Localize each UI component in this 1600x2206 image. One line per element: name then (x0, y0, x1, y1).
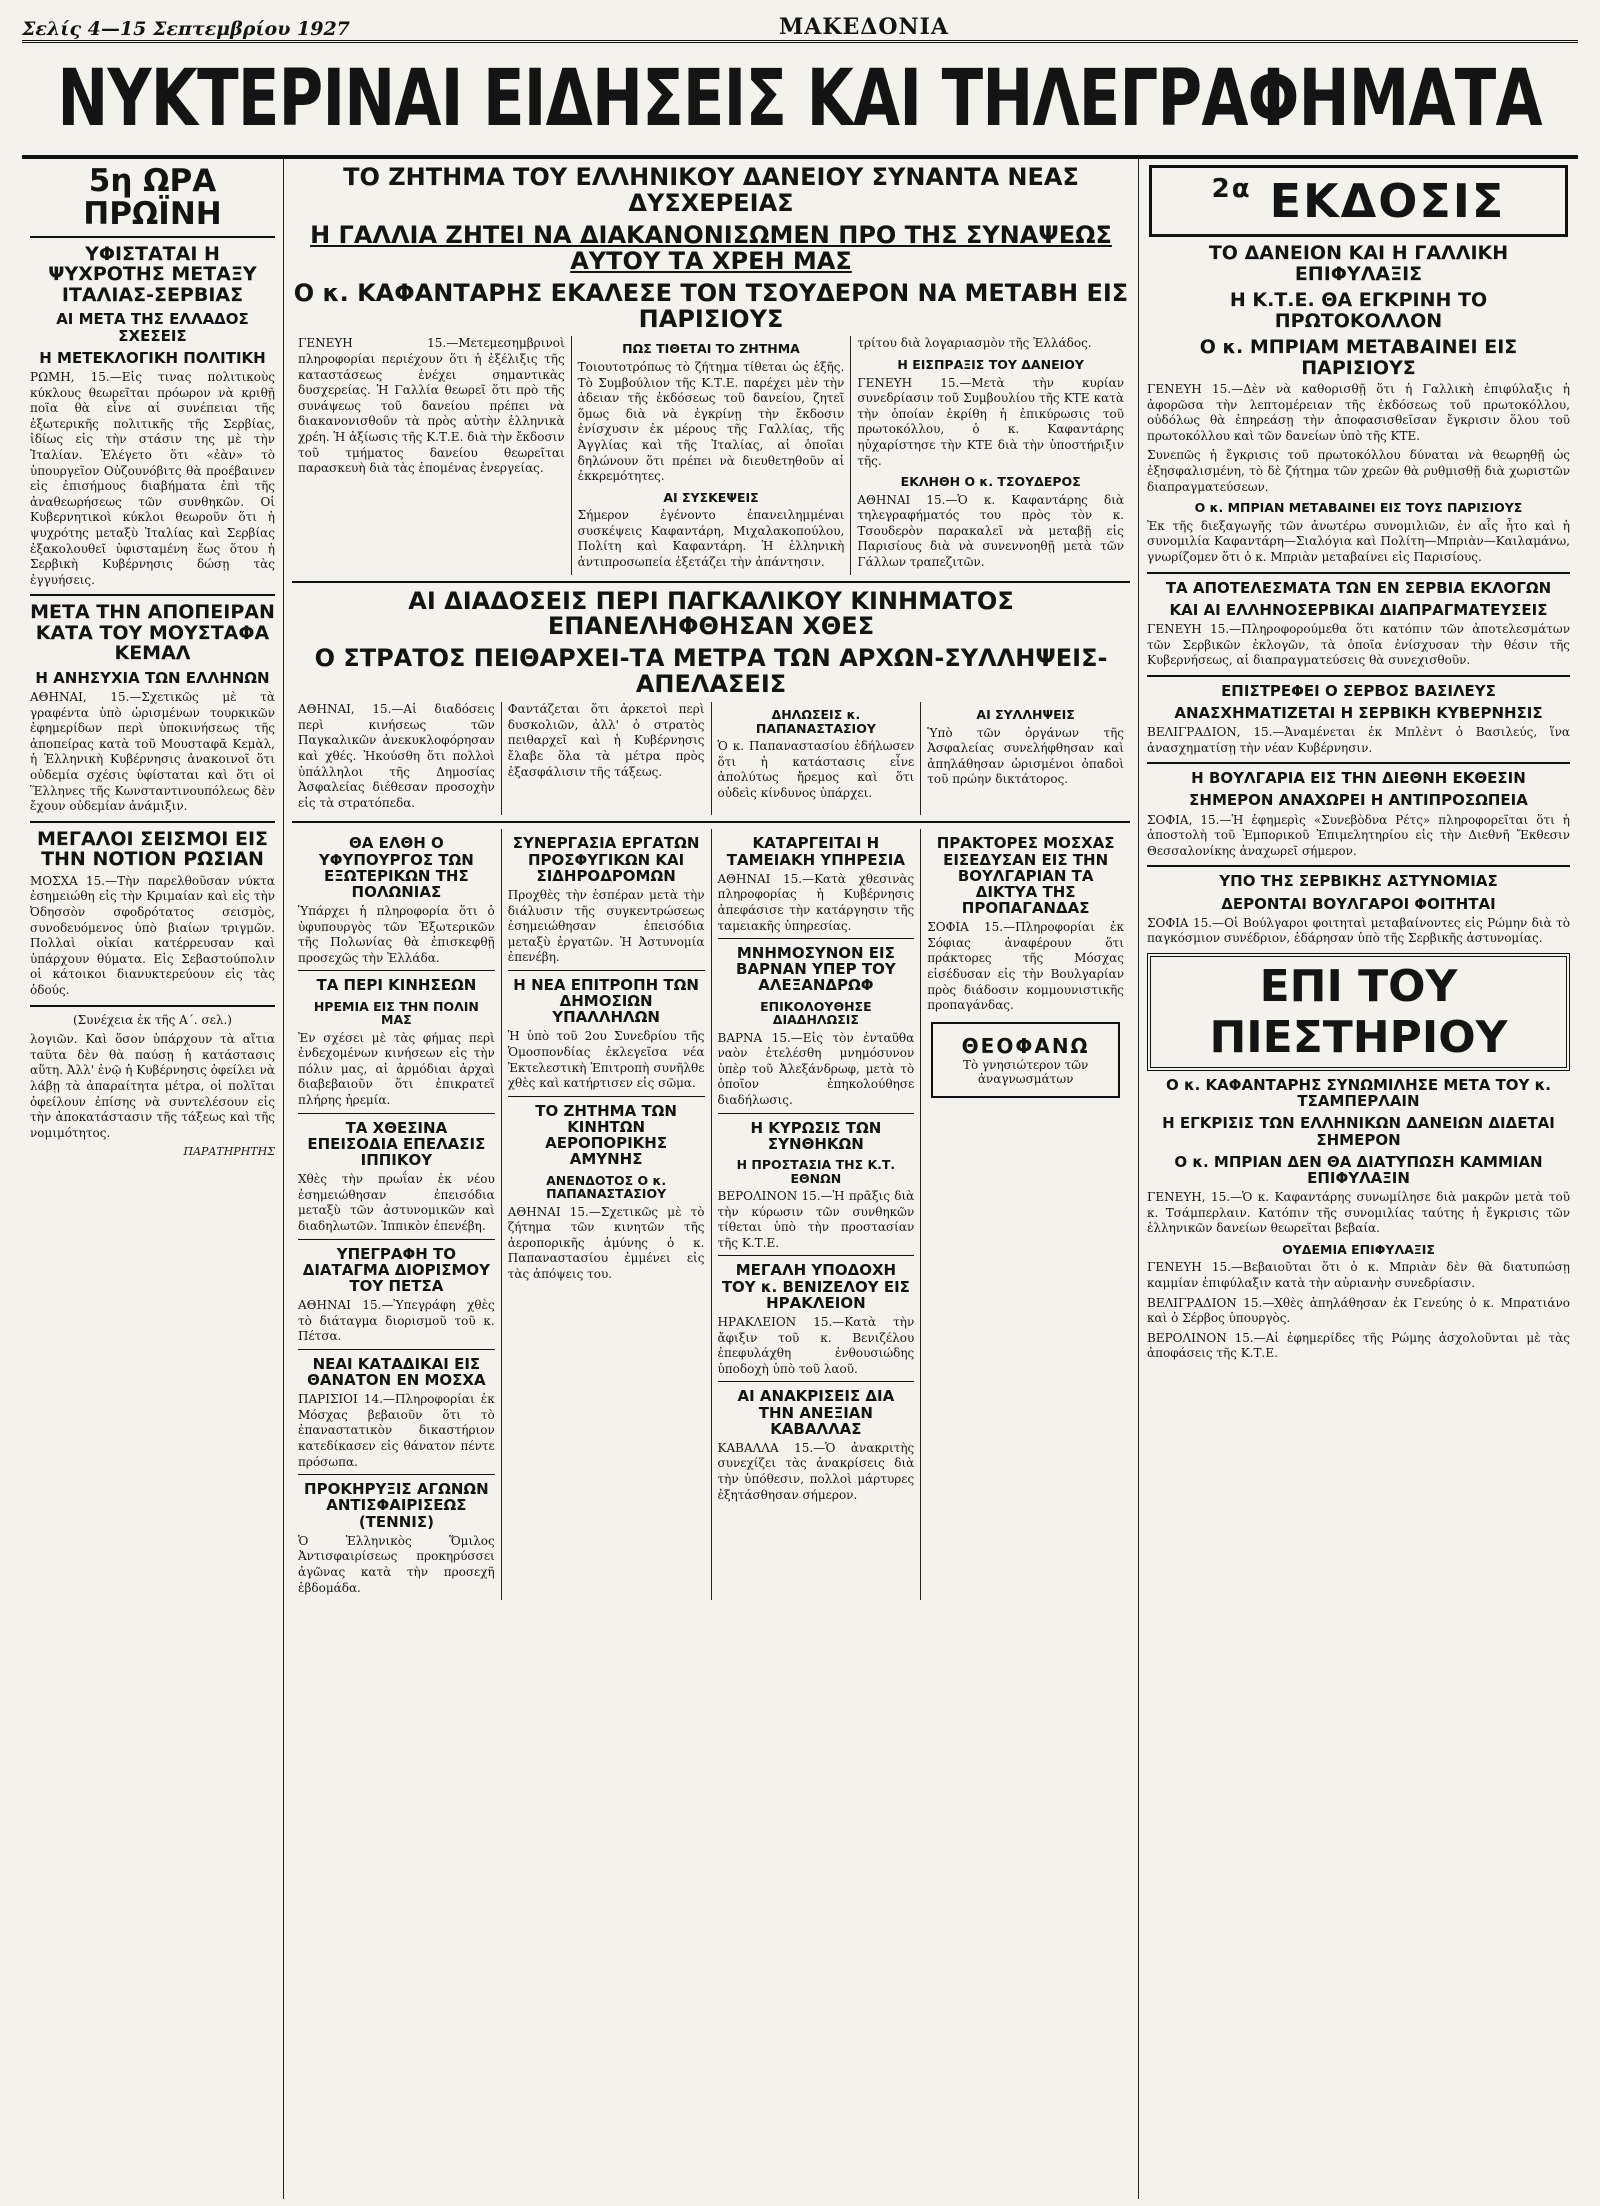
ad-title: ΘΕΟΦΑΝΩ (961, 1033, 1090, 1058)
edition-box (1149, 165, 1568, 237)
press-section-title: ΕΠΙ ΤΟΥ ΠΙΕΣΤΗΡΙΟΥ (1147, 953, 1570, 1071)
article-text: λογιῶν. Καὶ ὅσον ὑπάρχουν τὰ αἴτια ταῦτα δὲν θὰ παύσῃ ἡ κατάστασις αὕτη. Ἀλλ' ἐνῷ ἡ Κυβέρνησις ὀφείλει νὰ λάβῃ τὰ ἀπαραίτητα μέτρα, οἱ πολῖται ὀφείλουν ἐπίσης νὰ συντελέσουν εἰς τὴν ἀποκατάστασιν τῆς τάξεως καὶ τῆς νομιμότητος. (30, 1032, 275, 1140)
article-text: ΑΘΗΝΑΙ 15.—Ὁ κ. Καφαντάρης διὰ τηλεγραφήματός του πρὸς τὸν κ. Τσουδερὸν παρακαλεῖ νὰ μεταβῇ εἰς Παρισίους διὰ νὰ συνεννοηθῇ μετὰ τῶν Γάλλων τραπεζιτῶν. (857, 492, 1125, 569)
ad-subtitle: Τὸ γνησιώτερον τῶν ἀναγνωσμάτων (962, 1057, 1089, 1086)
subheadline: ΚΑΙ ΑΙ ΕΛΛΗΝΟΣΕΡΒΙΚΑΙ ΔΙΑΠΡΑΓΜΑΤΕΥΣΕΙΣ (1169, 600, 1548, 619)
article-text: ΓΕΝΕΥΗ 15.—Βεβαιοῦται ὅτι ὁ κ. Μπριὰν δὲν θὰ διατυπώσῃ καμμίαν ἐπιφύλαξιν κατὰ τὴν αὐριανὴν συνεδρίασιν. (1147, 1260, 1570, 1290)
headline: ΝΕΑΙ ΚΑΤΑΔΙΚΑΙ ΕΙΣ ΘΑΝΑΤΟΝ ΕΝ ΜΟΣΧΑ (307, 1354, 486, 1390)
headline: ΤΑ ΠΕΡΙ ΚΙΝΗΣΕΩΝ (316, 976, 477, 995)
headline: ΚΑΤΑΡΓΕΙΤΑΙ Η ΤΑΜΕΙΑΚΗ ΥΠΗΡΕΣΙΑ (726, 834, 905, 869)
headline: Ο ΣΤΡΑΤΟΣ ΠΕΙΘΑΡΧΕΙ-ΤΑ ΜΕΤΡΑ ΤΩΝ ΑΡΧΩΝ-ΣΥΛΛΗΨΕΙΣ-ΑΠΕΛΑΣΕΙΣ (314, 644, 1108, 699)
article-text: ΑΘΗΝΑΙ 15.—Ὑπεγράφη χθὲς τὸ διάταγμα διορισμοῦ τοῦ κ. Πέτσα. (298, 1298, 495, 1344)
page-banner (22, 43, 1578, 159)
subheadline: ΗΡΕΜΙΑ ΕΙΣ ΤΗΝ ΠΟΛΙΝ ΜΑΣ (313, 998, 479, 1028)
article-text: ΓΕΝΕΥΗ 15.—Μετὰ τὴν κυρίαν συνεδρίασιν τοῦ Συμβουλίου τῆς ΚΤΕ κατὰ τὴν ὁποίαν ἐκρίθη ἡ ἐπικύρωσις τοῦ πρωτοκόλλου, ὁ κ. Καφαντάρης ηὐχαρίστησε τὴν ΚΤΕ διὰ τὴν ὑποστήριξιν τῆς. (857, 375, 1125, 468)
article-text: Ὁ κ. Παπαναστασίου ἐδήλωσεν ὅτι ἡ κατάστασις εἶνε ἀπολύτως ἤρεμος καὶ ὅτι οὐδεὶς κίνδυνος ὑπάρχει. (717, 739, 915, 800)
headline: ΤΑ ΑΠΟΤΕΛΕΣΜΑΤΑ ΤΩΝ ΕΝ ΣΕΡΒΙΑ ΕΚΛΟΓΩΝ (1165, 578, 1552, 597)
subheadline: ΑΝΕΝΔΟΤΟΣ Ο κ. ΠΑΠΑΝΑΣΤΑΣΙΟΥ (546, 1172, 667, 1202)
article-text: ΓΕΝΕΥΗ 15.—Δὲν νὰ καθορισθῇ ὅτι ἡ Γαλλικὴ ἐπιφύλαξις ἡ ἀφορῶσα τὴν λεπτομέρειαν τῆς ἐκδόσεως τοῦ πρωτοκόλλου, οὐδόλως θὰ ἐπηρεάσῃ τὴν ἀποφασισθεῖσαν ἔγκρισιν ὅλου τοῦ πρωτοκόλλου καὶ τῶν δανείων ὑπὸ τῆς ΚΤΕ. (1147, 382, 1570, 443)
paper-name: ΜΑΚΕΔΟΝΙΑ (778, 14, 949, 40)
column-center (284, 159, 1139, 2199)
headline: Η ΝΕΑ ΕΠΙΤΡΟΠΗ ΤΩΝ ΔΗΜΟΣΙΩΝ ΥΠΑΛΛΗΛΩΝ (513, 975, 699, 1027)
edition-hour: 5η ΩΡΑ ΠΡΩΪΝΗ (30, 165, 275, 238)
subheadline: ΔΕΡΟΝΤΑΙ ΒΟΥΛΓΑΡΟΙ ΦΟΙΤΗΤΑΙ (1221, 894, 1496, 913)
headline: Ο κ. ΚΑΦΑΝΤΑΡΗΣ ΣΥΝΩΜΙΛΗΣΕ ΜΕΤΑ ΤΟΥ κ. ΤΣΑΜΠΕΡΛΑΙΝ (1165, 1075, 1551, 1111)
banner-title: ΝΥΚΤΕΡΙΝΑΙ ΕΙΔΗΣΕΙΣ ΚΑΙ ΤΗΛΕΓΡΑΦΗΜΑΤΑ (57, 54, 1543, 144)
signature: ΠΑΡΑΤΗΡΗΤΗΣ (183, 1145, 275, 1159)
article-text: Συνεπῶς ἡ ἔγκρισις τοῦ πρωτοκόλλου δύναται νὰ θεωρηθῇ ὡς ἐξησφαλισμένη, τὸ δὲ ζήτημα τῶν χρεῶν θὰ ρυθμισθῇ διὰ χωριστῶν διαπραγματεύσεων. (1147, 448, 1570, 494)
article-text: ΑΘΗΝΑΙ, 15.—Σχετικῶς μὲ τὰ γραφέντα ὑπὸ ὡρισμένων τουρκικῶν ἐφημερίδων περὶ ὑποκινήσεως τῆς ἀποπείρας κατὰ τοῦ Μουσταφᾶ Κεμὰλ, ἡ Ἑλληνικὴ Κυβέρνησις ἀνακοινοῖ ὅτι οὐδεμία σχέσις ὑφίσταται καὶ ὅτι οἱ Ἕλληνες τῆς Κωνσταντινουπόλεως δὲν ἔχουν οὐδεμίαν ἀνάμιξιν. (30, 690, 275, 814)
headline: ΥΦΙΣΤΑΤΑΙ Η ΨΥΧΡΟΤΗΣ ΜΕΤΑΞΥ ΙΤΑΛΙΑΣ-ΣΕΡΒΙΑΣ (48, 242, 257, 306)
article-text: ΗΡΑΚΛΕΙΟΝ 15.—Κατὰ τὴν ἄφιξιν τοῦ κ. Βενιζέλου ἐπεφυλάχθη ἐνθουσιώδης ὑποδοχὴ ὑπὸ τοῦ λαοῦ. (717, 1314, 915, 1376)
headline: ΜΕΓΑΛΟΙ ΣΕΙΣΜΟΙ ΕΙΣ ΤΗΝ ΝΟΤΙΟΝ ΡΩΣΙΑΝ (36, 827, 268, 871)
headline: Ο κ. ΚΑΦΑΝΤΑΡΗΣ ΕΚΑΛΕΣΕ ΤΟΝ ΤΣΟΥΔΕΡΟΝ ΝΑ ΜΕΤΑΒΗ ΕΙΣ ΠΑΡΙΣΙΟΥΣ (293, 278, 1129, 333)
article-text: Φαντάζεται ὅτι ἀρκετοὶ περὶ δυσκολιῶν, ἀλλ' ὁ στρατὸς πειθαρχεῖ καὶ ἡ Κυβέρνησις ἔλαβε ὅλα τὰ μέτρα πρὸς ἐξασφάλισιν τῆς τάξεως. (507, 702, 705, 779)
headline: ΜΕΓΑΛΗ ΥΠΟΔΟΧΗ ΤΟΥ κ. ΒΕΝΙΖΕΛΟΥ ΕΙΣ ΗΡΑΚΛΕΙΟΝ (721, 1261, 910, 1312)
subheadline: ΕΠΙΚΟΛΟΥΘΗΣΕ ΔΙΑΔΗΛΩΣΙΣ (760, 998, 872, 1028)
advertisement (931, 1022, 1120, 1098)
article-text: ΒΕΡΟΛΙΝΟΝ 15.—Αἱ ἐφημερίδες τῆς Ρώμης ἀσχολοῦνται μὲ τὰς ἀποφάσεις τῆς Κ.Τ.Ε. (1147, 1330, 1570, 1361)
headline: Ο κ. ΜΠΡΙΑΝ ΔΕΝ ΘΑ ΔΙΑΤΥΠΩΣΗ ΚΑΜΜΙΑΝ ΕΠΙΦΥΛΑΞΙΝ (1174, 1152, 1543, 1187)
subheadline: Η ΑΝΗΣΥΧΙΑ ΤΩΝ ΕΛΛΗΝΩΝ (35, 668, 270, 687)
headline: Η ΕΓΚΡΙΣΙΣ ΤΩΝ ΕΛΛΗΝΙΚΩΝ ΔΑΝΕΙΩΝ ΔΙΔΕΤΑΙ ΣΗΜΕΡΟΝ (1162, 1114, 1555, 1149)
article-text: ΒΕΛΙΓΡΑΔΙΟΝ 15.—Χθὲς ἀπηλάθησαν ἐκ Γενεύης ὁ κ. Μπρατιάνο καὶ ὁ Σέρβος ὑπουργὸς. (1147, 1295, 1570, 1326)
article-text: ΑΘΗΝΑΙ 15.—Σχετικῶς μὲ τὸ ζήτημα τῶν κινητῶν τῆς ἀεροπορικῆς ἀμύνης ὁ κ. Παπαναστασίου ἐμμένει εἰς τὰς ἀπόψεις του. (507, 1204, 705, 1281)
article-text: ΣΟΦΙΑ 15.—Πληροφορίαι ἐκ Σόφιας ἀναφέρουν ὅτι πράκτορες τῆς Μόσχας εἰσέδυσαν εἰς τὴν Βουλγαρίαν πρὸς διάδοσιν κομμουνιστικῆς προπαγάνδας. (927, 920, 1124, 1013)
article-text: ΓΕΝΕΥΗ, 15.—Ὁ κ. Καφαντάρης συνωμίλησε διὰ μακρῶν μετὰ τοῦ κ. Τσάμπερλαιν. Κατόπιν τῆς συνομιλίας ταύτης ἡ ἔγκρισις τῶν ἑλληνικῶν δανείων θεωρεῖται βεβαία. (1147, 1190, 1570, 1236)
headline: ΤΟ ΔΑΝΕΙΟΝ ΚΑΙ Η ΓΑΛΛΙΚΗ ΕΠΙΦΥΛΑΞΙΣ (1208, 242, 1509, 285)
article-text: Χθὲς τὴν πρωΐαν ἐκ νέου ἐσημειώθησαν ἐπεισόδια μεταξὺ τῶν ἀστυνομικῶν καὶ διαδηλωτῶν. Ἱππικὸν ἐπενέβη. (298, 1172, 495, 1233)
article-text: Ὁ Ἑλληνικὸς Ὅμιλος Ἀντισφαιρίσεως προκηρύσσει ἀγῶνας κατὰ τὴν προσεχῆ ἑβδομάδα. (298, 1533, 495, 1595)
article-text: Σήμερον ἐγένοντο ἐπανειλημμέναι συσκέψεις Καφαντάρη, Μιχαλακοπούλου, Πολίτη καὶ Καφαντάρη. Ἡ ἑλληνικὴ ἀντιπροσωπεία ἐξετάζει τὴν ἀπάντησιν. (577, 508, 845, 569)
headline: Η ΓΑΛΛΙΑ ΖΗΤΕΙ ΝΑ ΔΙΑΚΑΝΟΝΙΣΩΜΕΝ ΠΡΟ ΤΗΣ ΣΥΝΑΨΕΩΣ ΑΥΤΟΥ ΤΑ ΧΡΕΗ ΜΑΣ (310, 220, 1112, 275)
running-header (22, 10, 1578, 43)
headline: Η ΒΟΥΛΓΑΡΙΑ ΕΙΣ ΤΗΝ ΔΙΕΘΝΗ ΕΚΘΕΣΙΝ (1191, 769, 1526, 788)
edition-label: ΕΚΔΟΣΙΣ (1269, 174, 1506, 228)
subheadline: Η ΠΡΟΣΤΑΣΙΑ ΤΗΣ Κ.Τ. ΕΘΝΩΝ (736, 1157, 896, 1186)
article-text: ΣΟΦΙΑ 15.—Οἱ Βούλγαροι φοιτηταὶ μεταβαίνοντες εἰς Ρώμην διὰ τὸ παγκόσμιον συνέδριον, ἐδάρησαν ὑπὸ τῆς Σερβικῆς ἀστυνομίας. (1147, 915, 1570, 946)
headline: ΠΡΑΚΤΟΡΕΣ ΜΟΣΧΑΣ ΕΙΣΕΔΥΣΑΝ ΕΙΣ ΤΗΝ ΒΟΥΛΓΑΡΙΑΝ ΤΑ ΔΙΚΤΥΑ ΤΗΣ ΠΡΟΠΑΓΑΝΔΑΣ (936, 834, 1115, 918)
subheadline: ΟΥΔΕΜΙΑ ΕΠΙΦΥΛΑΞΙΣ (1282, 1241, 1435, 1257)
article-columns (292, 702, 1130, 815)
headline: ΤΑ ΧΘΕΣΙΝΑ ΕΠΕΙΣΟΔΙΑ ΕΠΕΛΑΣΙΣ ΙΠΠΙΚΟΥ (307, 1118, 486, 1169)
article-text: ΒΑΡΝΑ 15.—Εἰς τὸν ἐνταῦθα ναὸν ἐτελέσθη μνημόσυνον ὑπὲρ τοῦ Ἀλεξάνδρωφ, μετὰ τὸ ὁποῖον ἐπηκολούθησε διαδήλωσις. (717, 1030, 915, 1108)
article-text: ΠΑΡΙΣΙΟΙ 14.—Πληροφορίαι ἐκ Μόσχας βεβαιοῦν ὅτι τὸ ἐπαναστατικὸν δικαστήριον κατεδίκασεν εἰς θάνατον πέντε πρόσωπα. (298, 1392, 495, 1469)
headline: ΜΕΤΑ ΤΗΝ ΑΠΟΠΕΙΡΑΝ ΚΑΤΑ ΤΟΥ ΜΟΥΣΤΑΦΑ ΚΕΜΑΛ (30, 601, 275, 665)
article-text: ΣΟΦΙΑ, 15.—Ἡ ἐφημερὶς «Συνεβὸδνα Ρέτς» πληροφορεῖται ὅτι ἡ ἀποστολὴ τοῦ Ἐμπορικοῦ Ἐπιμελητηρίου εἰς τὴν Διεθνῆ Ἔκθεσιν Θεσσαλονίκης ἀναχωρεῖ σήμερον. (1147, 812, 1570, 858)
continuation-note: (Συνέχεια ἐκ τῆς Α΄. σελ.) (72, 1012, 232, 1027)
headline: ΤΟ ΖΗΤΗΜΑ ΤΩΝ ΚΙΝΗΤΩΝ ΑΕΡΟΠΟΡΙΚΗΣ ΑΜΥΝΗΣ (535, 1101, 677, 1169)
article-text: ΚΑΒΑΛΛΑ 15.—Ὁ ἀνακριτὴς συνεχίζει τὰς ἀνακρίσεις διὰ τὴν ὑπόθεσιν, πολλοὶ μάρτυρες ἐξητάσθησαν σήμερον. (717, 1440, 915, 1502)
subheadline: ΕΚΛΗΘΗ Ο κ. ΤΣΟΥΔΕΡΟΣ (900, 474, 1081, 490)
column-left (22, 159, 284, 2199)
article-text: Ἡ ὑπὸ τοῦ 2ου Συνεδρίου τῆς Ὁμοσπονδίας ἐκλεγεῖσα νέα Ἐκτελεστικὴ Ἐπιτροπὴ συνῆλθε χθὲς καὶ κατήρτισεν εἰς σῶμα. (507, 1029, 705, 1091)
article-text: Τοιουτοτρόπως τὸ ζήτημα τίθεται ὡς ἑξῆς. Τὸ Συμβούλιον τῆς Κ.Τ.Ε. παρέχει μὲν τὴν ἀδειαν τῆς ἐκδόσεως τοῦ δανείου, ζητεῖ ὅμως διὰ νὰ ἐγκρίνῃ τὴν ἔκδοσιν ἐνίσχυσιν ἐκ μέρους τῆς Γαλλίας, τῆς Ἀγγλίας καὶ τῆς Ἰταλίας, αἱ ὁποῖαι δηλώνουν ὅτι πρέπει νὰ διευθετηθοῦν αἱ ἐκκρεμότητες. (577, 359, 845, 484)
article-text: ΜΟΣΧΑ 15.—Τὴν παρελθοῦσαν νύκτα ἐσημειώθη εἰς τὴν Κριμαίαν καὶ εἰς τὴν Ὀδησσὸν σφοδρότατος σεισμὸς, συνοδευόμενος ὑπὸ βιαίων τριγμῶν. Πολλαὶ οἰκίαι κατέρρευσαν καὶ ὑπάρχουν θύματα. Εἰς Σεβαστούπολιν οἱ κάτοικοι διανυκτερεύουν εἰς τὰς ὁδούς. (30, 873, 275, 998)
article-text: Ὑπὸ τῶν ὀργάνων τῆς Ἀσφαλείας συνελήφθησαν καὶ ἀπηλάθησαν ὡρισμένοι ὀπαδοὶ τοῦ πρώην δικτάτορος. (927, 725, 1124, 787)
subheadline: ΑΝΑΣΧΗΜΑΤΙΖΕΤΑΙ Η ΣΕΡΒΙΚΗ ΚΥΒΕΡΝΗΣΙΣ (1174, 703, 1543, 722)
article-text: Ἐκ τῆς διεξαγωγῆς τῶν ἀνωτέρω συνομιλιῶν, ἐν αἷς ἦτο καὶ ἡ συνομιλία Καφαντάρη—Σιαλόγια καὶ Πολίτη—Μπριὰν—Καιλαμάνω, γνωρίζομεν ὅτι ὁ κ. Μπριὰν μεταβαίνει εἰς Παρισίους. (1147, 518, 1570, 564)
headline: ΣΥΝΕΡΓΑΣΙΑ ΕΡΓΑΤΩΝ ΠΡΟΣΦΥΓΙΚΩΝ ΚΑΙ ΣΙΔΗΡΟΔΡΟΜΩΝ (512, 834, 700, 885)
headline: Η Κ.Τ.Ε. ΘΑ ΕΓΚΡΙΝΗ ΤΟ ΠΡΩΤΟΚΟΛΛΟΝ (1229, 289, 1488, 332)
article-text: τρίτου διὰ λογαριασμὸν τῆς Ἑλλάδος. (857, 336, 1092, 351)
article-text: ΓΕΝΕΥΗ 15.—Μετεμεσημβρινοὶ πληροφορίαι περιέχουν ὅτι ἡ ἐξέλιξις τῆς καταστάσεως ἐνέχει σημαντικὰς δυσχερείας. Ἡ Γαλλία θεωρεῖ ὅτι πρὸ τῆς συνάψεως τοῦ δανείου πρέπει νὰ διακανονισθοῦν τὰ πρὸς αὐτὴν ἑλληνικὰ χρέη. Ἡ ἀξίωσις τῆς Κ.Τ.Ε. διὰ τὴν ἔκδοσιν τοῦ τμήματος δανείου θεωρεῖται παρασκευὴ διὰ τὰς ἑπομένας ἐνεργείας. (298, 336, 565, 476)
headline: ΘΑ ΕΛΘΗ Ο ΥΦΥΠΟΥΡΓΟΣ ΤΩΝ ΕΞΩΤΕΡΙΚΩΝ ΤΗΣ ΠΟΛΩΝΙΑΣ (318, 834, 474, 901)
article-text: ΑΘΗΝΑΙ 15.—Κατὰ χθεσινὰς πληροφορίας ἡ Κυβέρνησις ἀπεφάσισε τὴν κατάργησιν τῆς ταμειακῆς ὑπηρεσίας. (717, 871, 915, 933)
subheadline: ΠΩΣ ΤΙΘΕΤΑΙ ΤΟ ΖΗΤΗΜΑ (622, 341, 800, 357)
article-text: ΓΕΝΕΥΗ 15.—Πληροφορούμεθα ὅτι κατόπιν τῶν ἀποτελεσμάτων τῶν Σερβικῶν ἐκλογῶν, τὰ ὁποῖα ἐνίσχυσαν τὴν θέσιν τῆς Κυβερνήσεως, αἱ διαπραγματεύσεις θὰ συνεχισθοῦν. (1147, 621, 1570, 668)
headline: ΜΝΗΜΟΣΥΝΟΝ ΕΙΣ ΒΑΡΝΑΝ ΥΠΕΡ ΤΟΥ ΑΛΕΞΑΝΔΡΩΦ (736, 944, 896, 995)
subheadline: ΑΙ ΣΥΛΛΗΨΕΙΣ (976, 707, 1075, 723)
headline: ΕΠΙΣΤΡΕΦΕΙ Ο ΣΕΡΒΟΣ ΒΑΣΙΛΕΥΣ (1221, 681, 1496, 700)
page-date: Σελίς 4—15 Σεπτεμβρίου 1927 (22, 18, 350, 40)
subheadline: ΔΗΛΩΣΕΙΣ κ. ΠΑΠΑΝΑΣΤΑΣΙΟΥ (755, 707, 876, 736)
page-body (22, 159, 1578, 2199)
headline: Ο κ. ΜΠΡΙΑΜ ΜΕΤΑΒΑΙΝΕΙ ΕΙΣ ΠΑΡΙΣΙΟΥΣ (1199, 336, 1518, 379)
article-text: Προχθὲς τὴν ἑσπέραν μετὰ τὴν διάλυσιν τῆς συγκεντρώσεως ἐσημειώθησαν ἐπεισόδια μεταξὺ ἐργατῶν. Ἡ Ἀστυνομία ἐπενέβη. (507, 887, 705, 965)
column-right (1139, 159, 1578, 2199)
article-text: ΒΕΡΟΛΙΝΟΝ 15.—Ἡ πρᾶξις διὰ τὴν κύρωσιν τῶν συνθηκῶν τίθεται ὑπὸ τὴν προστασίαν τῆς Κ.Τ.Ε. (717, 1189, 915, 1250)
headline: ΠΡΟΚΗΡΥΞΙΣ ΑΓΩΝΩΝ ΑΝΤΙΣΦΑΙΡΙΣΕΩΣ (ΤΕΝΝΙΣ) (304, 1480, 489, 1531)
subheadline: ΣΗΜΕΡΟΝ ΑΝΑΧΩΡΕΙ Η ΑΝΤΙΠΡΟΣΩΠΕΙΑ (1189, 791, 1528, 810)
article-text: ΑΘΗΝΑΙ, 15.—Αἱ διαδόσεις περὶ κινήσεως τῶν Παγκαλικῶν ἀνεκυκλοφόρησαν καὶ χθές. Ἠκούσθη ὅτι πολλοὶ ὑπάλληλοι τῆς Δημοσίας Ἀσφαλείας διέθεσαν προσοχὴν εἰς τὰ στρατόπεδα. (298, 702, 495, 810)
article-text: Ὑπάρχει ἡ πληροφορία ὅτι ὁ ὑφυπουργὸς τῶν Ἐξωτερικῶν τῆς Πολωνίας θὰ ἐπισκεφθῇ προσεχῶς τὴν Ἑλλάδα. (298, 904, 495, 965)
headline: Η ΚΥΡΩΣΙΣ ΤΩΝ ΣΥΝΘΗΚΩΝ (750, 1118, 882, 1153)
headline: ΑΙ ΑΝΑΚΡΙΣΕΙΣ ΔΙΑ ΤΗΝ ΑΝΕΞΙΑΝ ΚΑΒΑΛΛΑΣ (737, 1387, 895, 1438)
article-text: Ἐν σχέσει μὲ τὰς φήμας περὶ ἐνδεχομένων κινήσεων εἰς τὴν πόλιν μας, αἱ ἀρμόδιαι ἀρχαὶ διαβεβαιοῦν ὅτι ἐπικρατεῖ πλήρης ἠρεμία. (298, 1030, 495, 1108)
article-columns (292, 336, 1130, 574)
article-columns (292, 829, 1130, 1600)
subheadline: Ο κ. ΜΠΡΙΑΝ ΜΕΤΑΒΑΙΝΕΙ ΕΙΣ ΤΟΥΣ ΠΑΡΙΣΙΟΥΣ (1194, 500, 1523, 516)
headline: ΥΠΕΓΡΑΦΗ ΤΟ ΔΙΑΤΑΓΜΑ ΔΙΟΡΙΣΜΟΥ ΤΟΥ ΠΕΤΣΑ (302, 1244, 490, 1295)
article-text: ΒΕΛΙΓΡΑΔΙΟΝ, 15.—Ἀναμένεται ἐκ Μπλὲντ ὁ Βασιλεύς, ἵνα ἀνασχηματίσῃ τὴν νέαν Κυβέρνησιν. (1147, 725, 1570, 755)
subheadline: Η ΜΕΤΕΚΛΟΓΙΚΗ ΠΟΛΙΤΙΚΗ (39, 348, 266, 367)
edition-number: 2α (1211, 174, 1252, 204)
headline: ΥΠΟ ΤΗΣ ΣΕΡΒΙΚΗΣ ΑΣΤΥΝΟΜΙΑΣ (1219, 872, 1498, 891)
headline: ΑΙ ΔΙΑΔΟΣΕΙΣ ΠΕΡΙ ΠΑΓΚΑΛΙΚΟΥ ΚΙΝΗΜΑΤΟΣ ΕΠΑΝΕΛΗΦΘΗΣΑΝ ΧΘΕΣ (408, 586, 1014, 641)
headline: ΤΟ ΖΗΤΗΜΑ ΤΟΥ ΕΛΛΗΝΙΚΟΥ ΔΑΝΕΙΟΥ ΣΥΝΑΝΤΑ ΝΕΑΣ ΔΥΣΧΕΡΕΙΑΣ (343, 163, 1079, 217)
article-text: ΡΩΜΗ, 15.—Εἰς τινας πολιτικοὺς κύκλους θεωρεῖται πρόωρον νὰ κριθῇ ποῖα θὰ εἶνε αἱ συνέπειαι τῆς ἐξωτερικῆς πολιτικῆς τῆς Σερβίας, ἰδίως εἰς τὴν στάσιν της μὲ τὴν Ἰταλίαν. Ἐλέγετο ὅτι «ἐὰν» τὸ ὑπουργεῖον Οὐζουνόβιτς θὰ προέβαινεν εἰς ἐπισήμους διαβήματα ἐπὶ τῆς ἀναθεωρήσεως τῶν συνθηκῶν. Οἱ Κυβερνητικοὶ κύκλοι θεωροῦν ὅτι ἡ ψυχρότης μεταξὺ Ἰταλίας καὶ Σερβίας ἐξακολουθεῖ ὑφισταμένη ἕως ὅτου ἡ Σερβικὴ Κυβέρνησις δώσῃ τὰς ἐγγυήσεις. (30, 370, 275, 587)
subheadline: Η ΕΙΣΠΡΑΞΙΣ ΤΟΥ ΔΑΝΕΙΟΥ (897, 357, 1084, 373)
subheadline: ΑΙ ΜΕΤΑ ΤΗΣ ΕΛΛΑΔΟΣ ΣΧΕΣΕΙΣ (56, 310, 249, 345)
subheadline: ΑΙ ΣΥΣΚΕΨΕΙΣ (663, 489, 759, 505)
